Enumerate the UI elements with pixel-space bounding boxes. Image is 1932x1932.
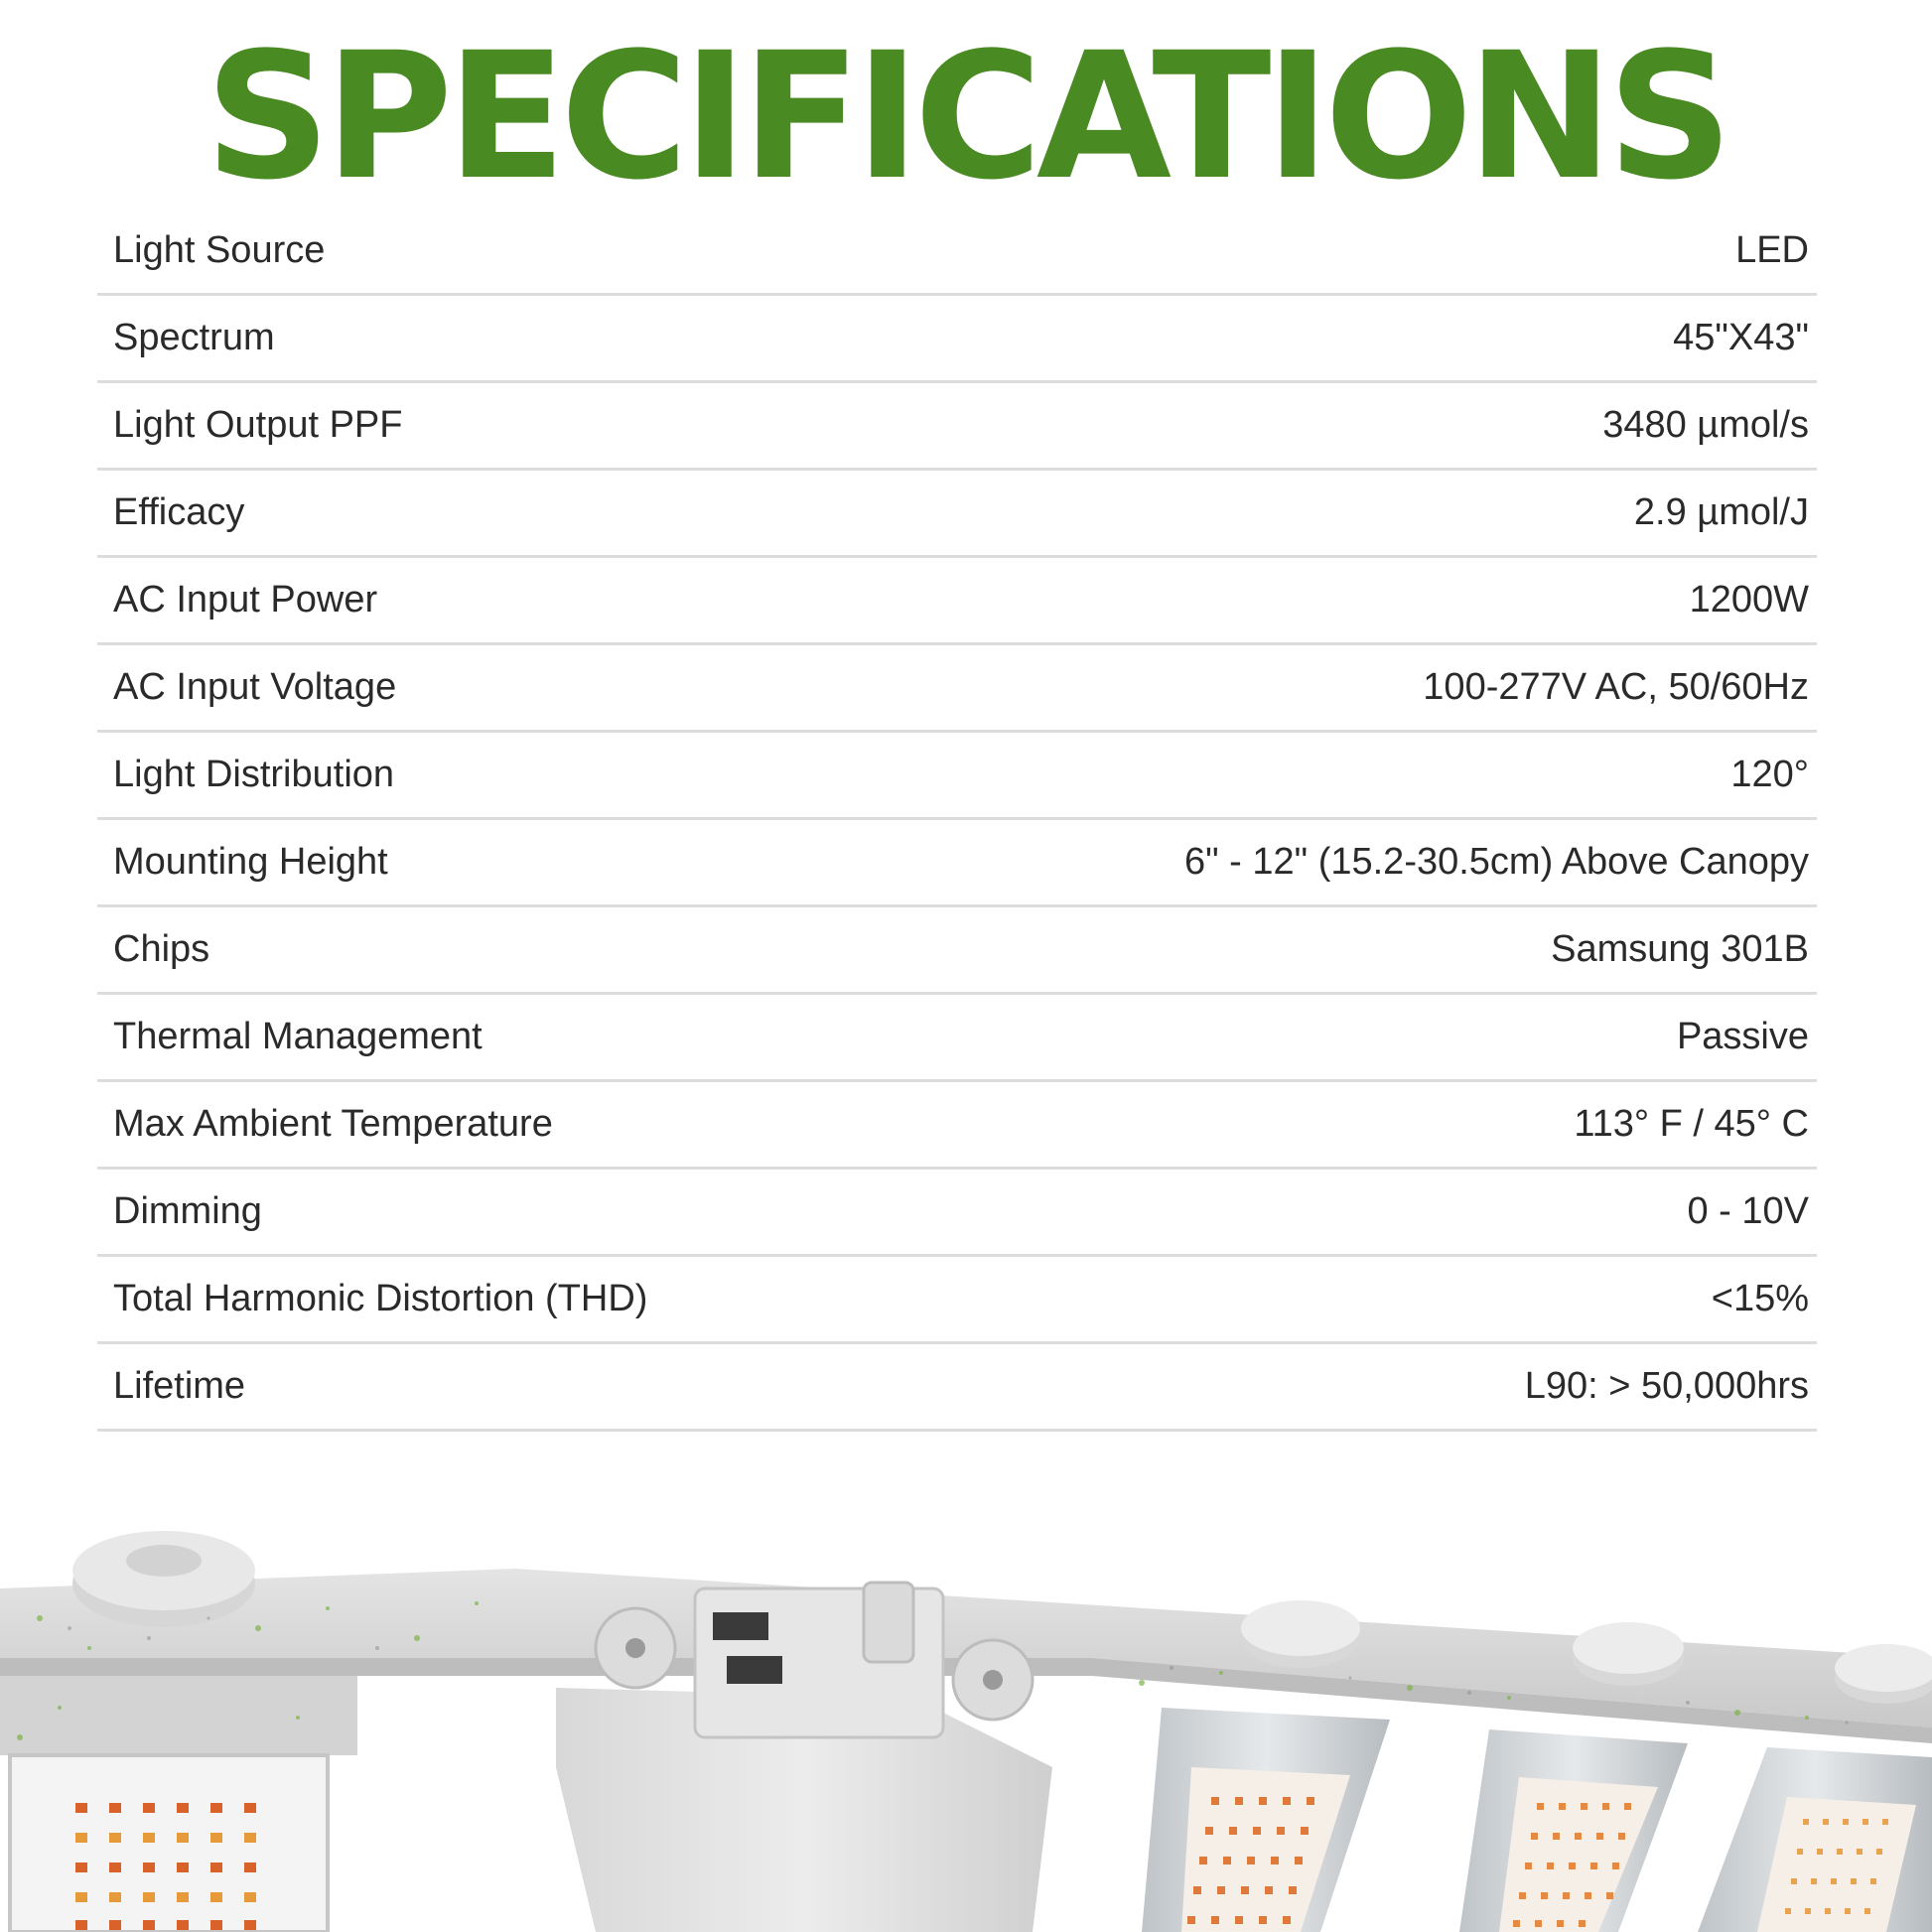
page-title: SPECIFICATIONS	[205, 15, 1727, 218]
spec-label: Mounting Height	[113, 841, 388, 883]
spec-row-spectrum	[97, 296, 1817, 383]
spec-value: 1200W	[1689, 579, 1809, 621]
spec-value: 100-277V AC, 50/60Hz	[1423, 666, 1809, 708]
spec-row-chips	[97, 907, 1817, 995]
spec-label: Max Ambient Temperature	[113, 1103, 553, 1145]
spec-label: Dimming	[113, 1190, 262, 1232]
spec-label: AC Input Voltage	[113, 666, 397, 708]
spec-row-efficacy	[97, 471, 1817, 558]
spec-value: 3480 µmol/s	[1602, 404, 1809, 446]
spec-row-thd	[97, 1257, 1817, 1344]
spec-value: 2.9 µmol/J	[1633, 491, 1809, 533]
spec-row-thermal	[97, 995, 1817, 1082]
spec-label: Chips	[113, 928, 210, 970]
spec-row-mounting-height	[97, 820, 1817, 907]
spec-value: 45"X43"	[1673, 317, 1809, 358]
spec-value: 0 - 10V	[1687, 1190, 1809, 1232]
spec-value: LED	[1735, 229, 1809, 271]
spec-row-input-voltage	[97, 645, 1817, 733]
spec-label: Light Source	[113, 229, 326, 271]
spec-label: Light Distribution	[113, 754, 395, 795]
spec-label: Light Output PPF	[113, 404, 403, 446]
spec-row-light-output	[97, 383, 1817, 471]
spec-value: 113° F / 45° C	[1574, 1103, 1809, 1145]
spec-value: 120°	[1730, 754, 1809, 795]
spec-value: Samsung 301B	[1551, 928, 1809, 970]
spec-row-light-distribution	[97, 733, 1817, 820]
spec-value: 6" - 12" (15.2-30.5cm) Above Canopy	[1184, 841, 1809, 883]
spec-value: Passive	[1676, 1016, 1809, 1057]
spec-label: Total Harmonic Distortion (THD)	[113, 1278, 648, 1319]
spec-row-dimming	[97, 1170, 1817, 1257]
spec-label: Efficacy	[113, 491, 245, 533]
spec-table	[97, 208, 1817, 1432]
spec-label: Spectrum	[113, 317, 275, 358]
spec-row-ambient-temp	[97, 1082, 1817, 1170]
spec-label: Lifetime	[113, 1365, 246, 1407]
spec-value: L90: > 50,000hrs	[1524, 1365, 1809, 1407]
spec-value: <15%	[1711, 1278, 1809, 1319]
spec-label: Thermal Management	[113, 1016, 483, 1057]
spec-label: AC Input Power	[113, 579, 378, 621]
spec-row-input-power	[97, 558, 1817, 645]
grow-light-image	[0, 1509, 1932, 1932]
spec-row-light-source	[97, 208, 1817, 296]
spec-row-lifetime	[97, 1344, 1817, 1432]
